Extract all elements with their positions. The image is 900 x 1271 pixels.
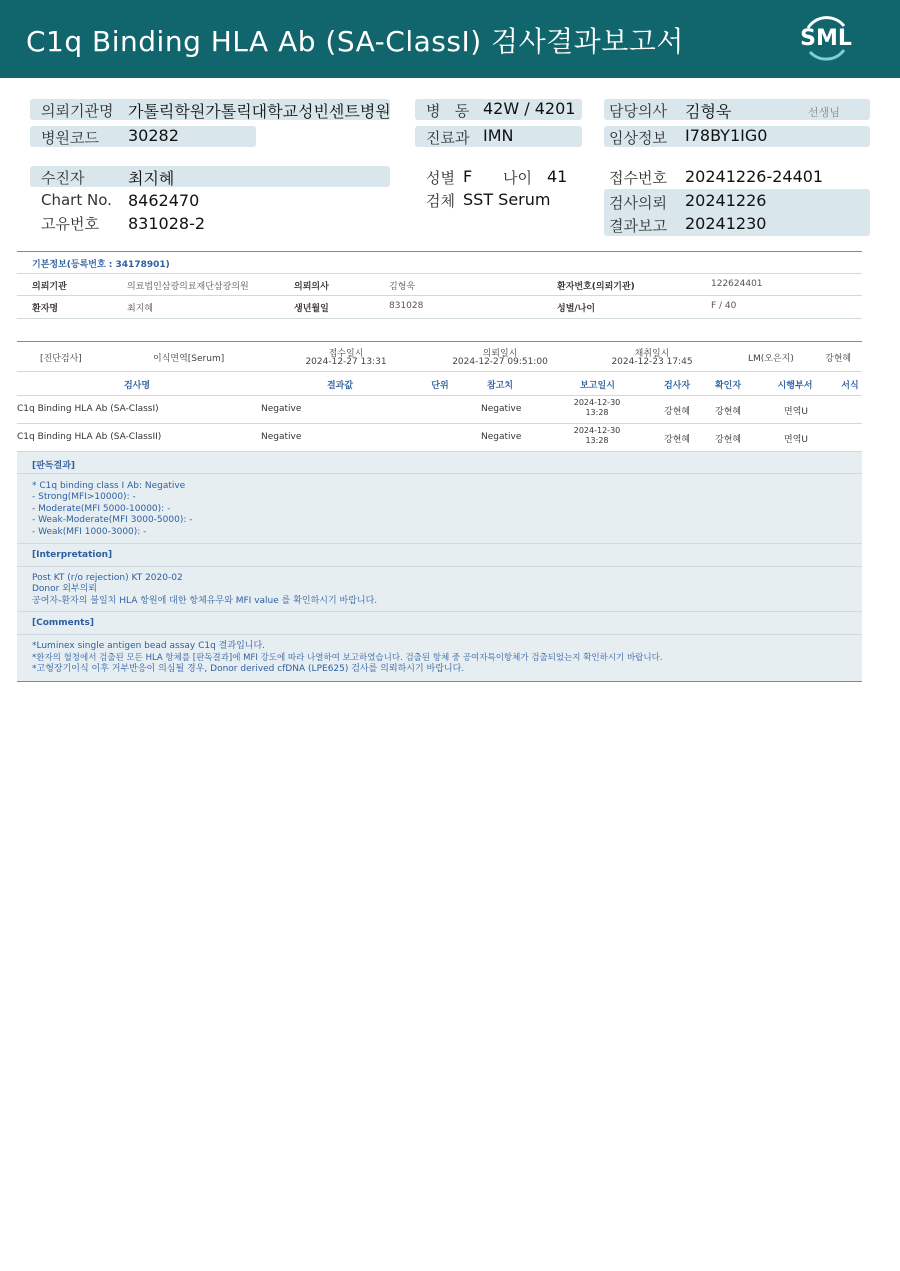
exam-receipt-label: 접수일시 [328, 349, 364, 359]
col-header-result: 결과값 [326, 381, 354, 391]
specimen-label: 검체 [426, 192, 455, 210]
col-header-dept: 시행부서 [777, 381, 813, 391]
unique-value: 831028-2 [128, 214, 206, 233]
table-bottom-border [17, 681, 862, 682]
interpretation-line-1: Post KT (r/o rejection) KT 2020-02 [32, 573, 183, 583]
basic-birth-value: 831028 [389, 301, 424, 311]
interp-result-line-5: - Weak(MFI 1000-3000): - [32, 527, 147, 537]
unique-label: 고유번호 [41, 215, 99, 233]
sml-logo [800, 12, 852, 64]
receipt-label: 접수번호 [609, 169, 667, 187]
interp-result-line-4: - Weak-Moderate(MFI 3000-5000): - [32, 515, 193, 525]
basic-doc-label: 의뢰의사 [294, 282, 329, 292]
chart-value: 8462470 [128, 191, 200, 210]
comments-title: [Comments] [32, 618, 94, 628]
hospital-code-label: 병원코드 [41, 129, 99, 147]
basic-info-top-border [17, 251, 862, 252]
report-label: 결과보고 [609, 217, 667, 235]
row1-name: C1q Binding HLA Ab (SA-ClassI) [17, 404, 159, 414]
comments-title-bg [17, 612, 862, 634]
clinical-value: I78BY1IG0 [685, 126, 768, 145]
hospital-code-value: 30282 [128, 126, 179, 145]
comment-line-2: *환자의 혈청에서 검출된 모든 HLA 항체를 [판독결과]에 MFI 강도에 따라 나열하여 보고하였습니다. 검출된 항체 중 공여자특이항체가 검출되었는지 확인하시기 바랍니다. [32, 653, 663, 663]
exam-lm-value: LM(오은지) [748, 354, 794, 364]
institution-label: 의뢰기관명 [41, 102, 114, 120]
interp-result-line-3: - Moderate(MFI 5000-10000): - [32, 504, 171, 514]
row2-ref: Negative [481, 432, 522, 442]
row2-name: C1q Binding HLA Ab (SA-ClassII) [17, 432, 162, 442]
divider [17, 318, 862, 319]
interp-result-title: [판독결과] [32, 461, 76, 471]
row1-result: Negative [261, 404, 302, 414]
report-header [0, 0, 900, 78]
interpretation-title-bg [17, 544, 862, 566]
interpretation-line-2: Donor 외부의뢰 [32, 584, 97, 594]
col-header-ref: 참고치 [486, 381, 514, 391]
comment-line-1: *Luminex single antigen bead assay C1q 결과입니다. [32, 641, 266, 651]
receipt-value: 20241226-24401 [685, 167, 824, 186]
basic-doc-value: 김형욱 [389, 282, 416, 292]
sex-label: 성별 [426, 169, 455, 187]
row2-confirmer: 강현혜 [715, 435, 742, 445]
col-header-unit: 단위 [431, 381, 449, 391]
examinee-label: 수진자 [41, 169, 85, 187]
report-title: C1q Binding HLA Ab (SA-ClassI) 검사결과보고서 [26, 25, 684, 58]
interp-result-line-1: * C1q binding class I Ab: Negative [32, 481, 186, 491]
sex-value: F [463, 167, 473, 186]
comment-line-3: *고형장기이식 이후 거부반응이 의심될 경우, Donor derived cfDNA (LPE625) 검사를 의뢰하시기 바랍니다. [32, 664, 465, 674]
doctor-label: 담당의사 [609, 102, 667, 120]
row1-date: 2024-12-30 [573, 398, 621, 407]
dept-value: IMN [483, 126, 514, 145]
institution-value: 가톨릭학원가톨릭대학교성빈센트병원 [128, 102, 391, 121]
row2-dept: 면역U [784, 435, 808, 445]
dept-label: 진료과 [426, 129, 470, 147]
interpretation-title: [Interpretation] [32, 550, 113, 560]
divider [17, 423, 862, 424]
exam-request-label: 의뢰일시 [482, 349, 518, 359]
row1-time: 13:28 [585, 408, 609, 417]
col-header-form: 서식 [841, 381, 859, 391]
row2-tester: 강현혜 [664, 435, 691, 445]
ward-value: 42W / 4201 [483, 99, 576, 118]
row1-confirmer: 강현혜 [715, 407, 742, 417]
examinee-value: 최지혜 [128, 169, 175, 188]
interpretation-line-3: 공여자-환자의 불일치 HLA 항원에 대한 항체유무와 MFI value 를 확인하시기 바랍니다. [32, 596, 378, 606]
age-value: 41 [547, 167, 568, 186]
basic-inst-label: 의뢰기관 [32, 282, 67, 292]
basic-info-title: 기본정보(등록번호 : 34178901) [32, 260, 170, 270]
divider [17, 295, 862, 296]
request-value: 20241226 [685, 191, 767, 210]
basic-sexage-label: 성별/나이 [557, 304, 596, 314]
logo-text: SML [800, 26, 852, 51]
ward-label: 병 동 [426, 102, 470, 120]
row2-time: 13:28 [585, 436, 609, 445]
interp-result-line-2: - Strong(MFI>10000): - [32, 492, 136, 502]
exam-request-value: 2024-12-27 09:51:00 [452, 357, 548, 367]
row2-result: Negative [261, 432, 302, 442]
col-header-tester: 검사자 [663, 381, 691, 391]
basic-name-value: 최지혜 [127, 304, 154, 314]
exam-collect-label: 채취일시 [634, 349, 670, 359]
row1-tester: 강현혜 [664, 407, 691, 417]
interp-result-title-bg [17, 452, 862, 473]
basic-patno-label: 환자번호(의뢰기관) [557, 282, 635, 292]
chart-label: Chart No. [41, 191, 112, 209]
col-header-confirmer: 확인자 [714, 381, 742, 391]
basic-name-label: 환자명 [32, 304, 59, 314]
basic-patno-value: 122624401 [711, 279, 763, 289]
request-label: 검사의뢰 [609, 194, 667, 212]
basic-inst-value: 의료법인삼광의료재단삼광의원 [127, 282, 249, 292]
basic-sexage-value: F / 40 [711, 301, 737, 311]
exam-dept-value: 이식면역[Serum] [153, 354, 225, 364]
divider [17, 371, 862, 372]
divider [17, 395, 862, 396]
exam-info-top-border [17, 341, 862, 342]
doctor-value: 김형욱 [685, 102, 732, 121]
age-label: 나이 [503, 169, 532, 187]
row2-date: 2024-12-30 [573, 426, 621, 435]
exam-tester-value: 강현혜 [825, 354, 852, 364]
clinical-label: 임상정보 [609, 129, 667, 147]
col-header-date: 보고일시 [580, 381, 615, 391]
specimen-value: SST Serum [463, 190, 551, 209]
exam-receipt-value: 2024-12-27 13:31 [305, 357, 387, 367]
col-header-name: 검사명 [123, 381, 151, 391]
row1-dept: 면역U [784, 407, 808, 417]
report-value: 20241230 [685, 214, 767, 233]
doctor-suffix: 선생님 [808, 106, 840, 119]
exam-diag-label: [진단검사] [40, 354, 82, 364]
exam-collect-value: 2024-12-23 17:45 [611, 357, 693, 367]
basic-birth-label: 생년월일 [294, 304, 329, 314]
divider [17, 273, 862, 274]
row1-ref: Negative [481, 404, 522, 414]
